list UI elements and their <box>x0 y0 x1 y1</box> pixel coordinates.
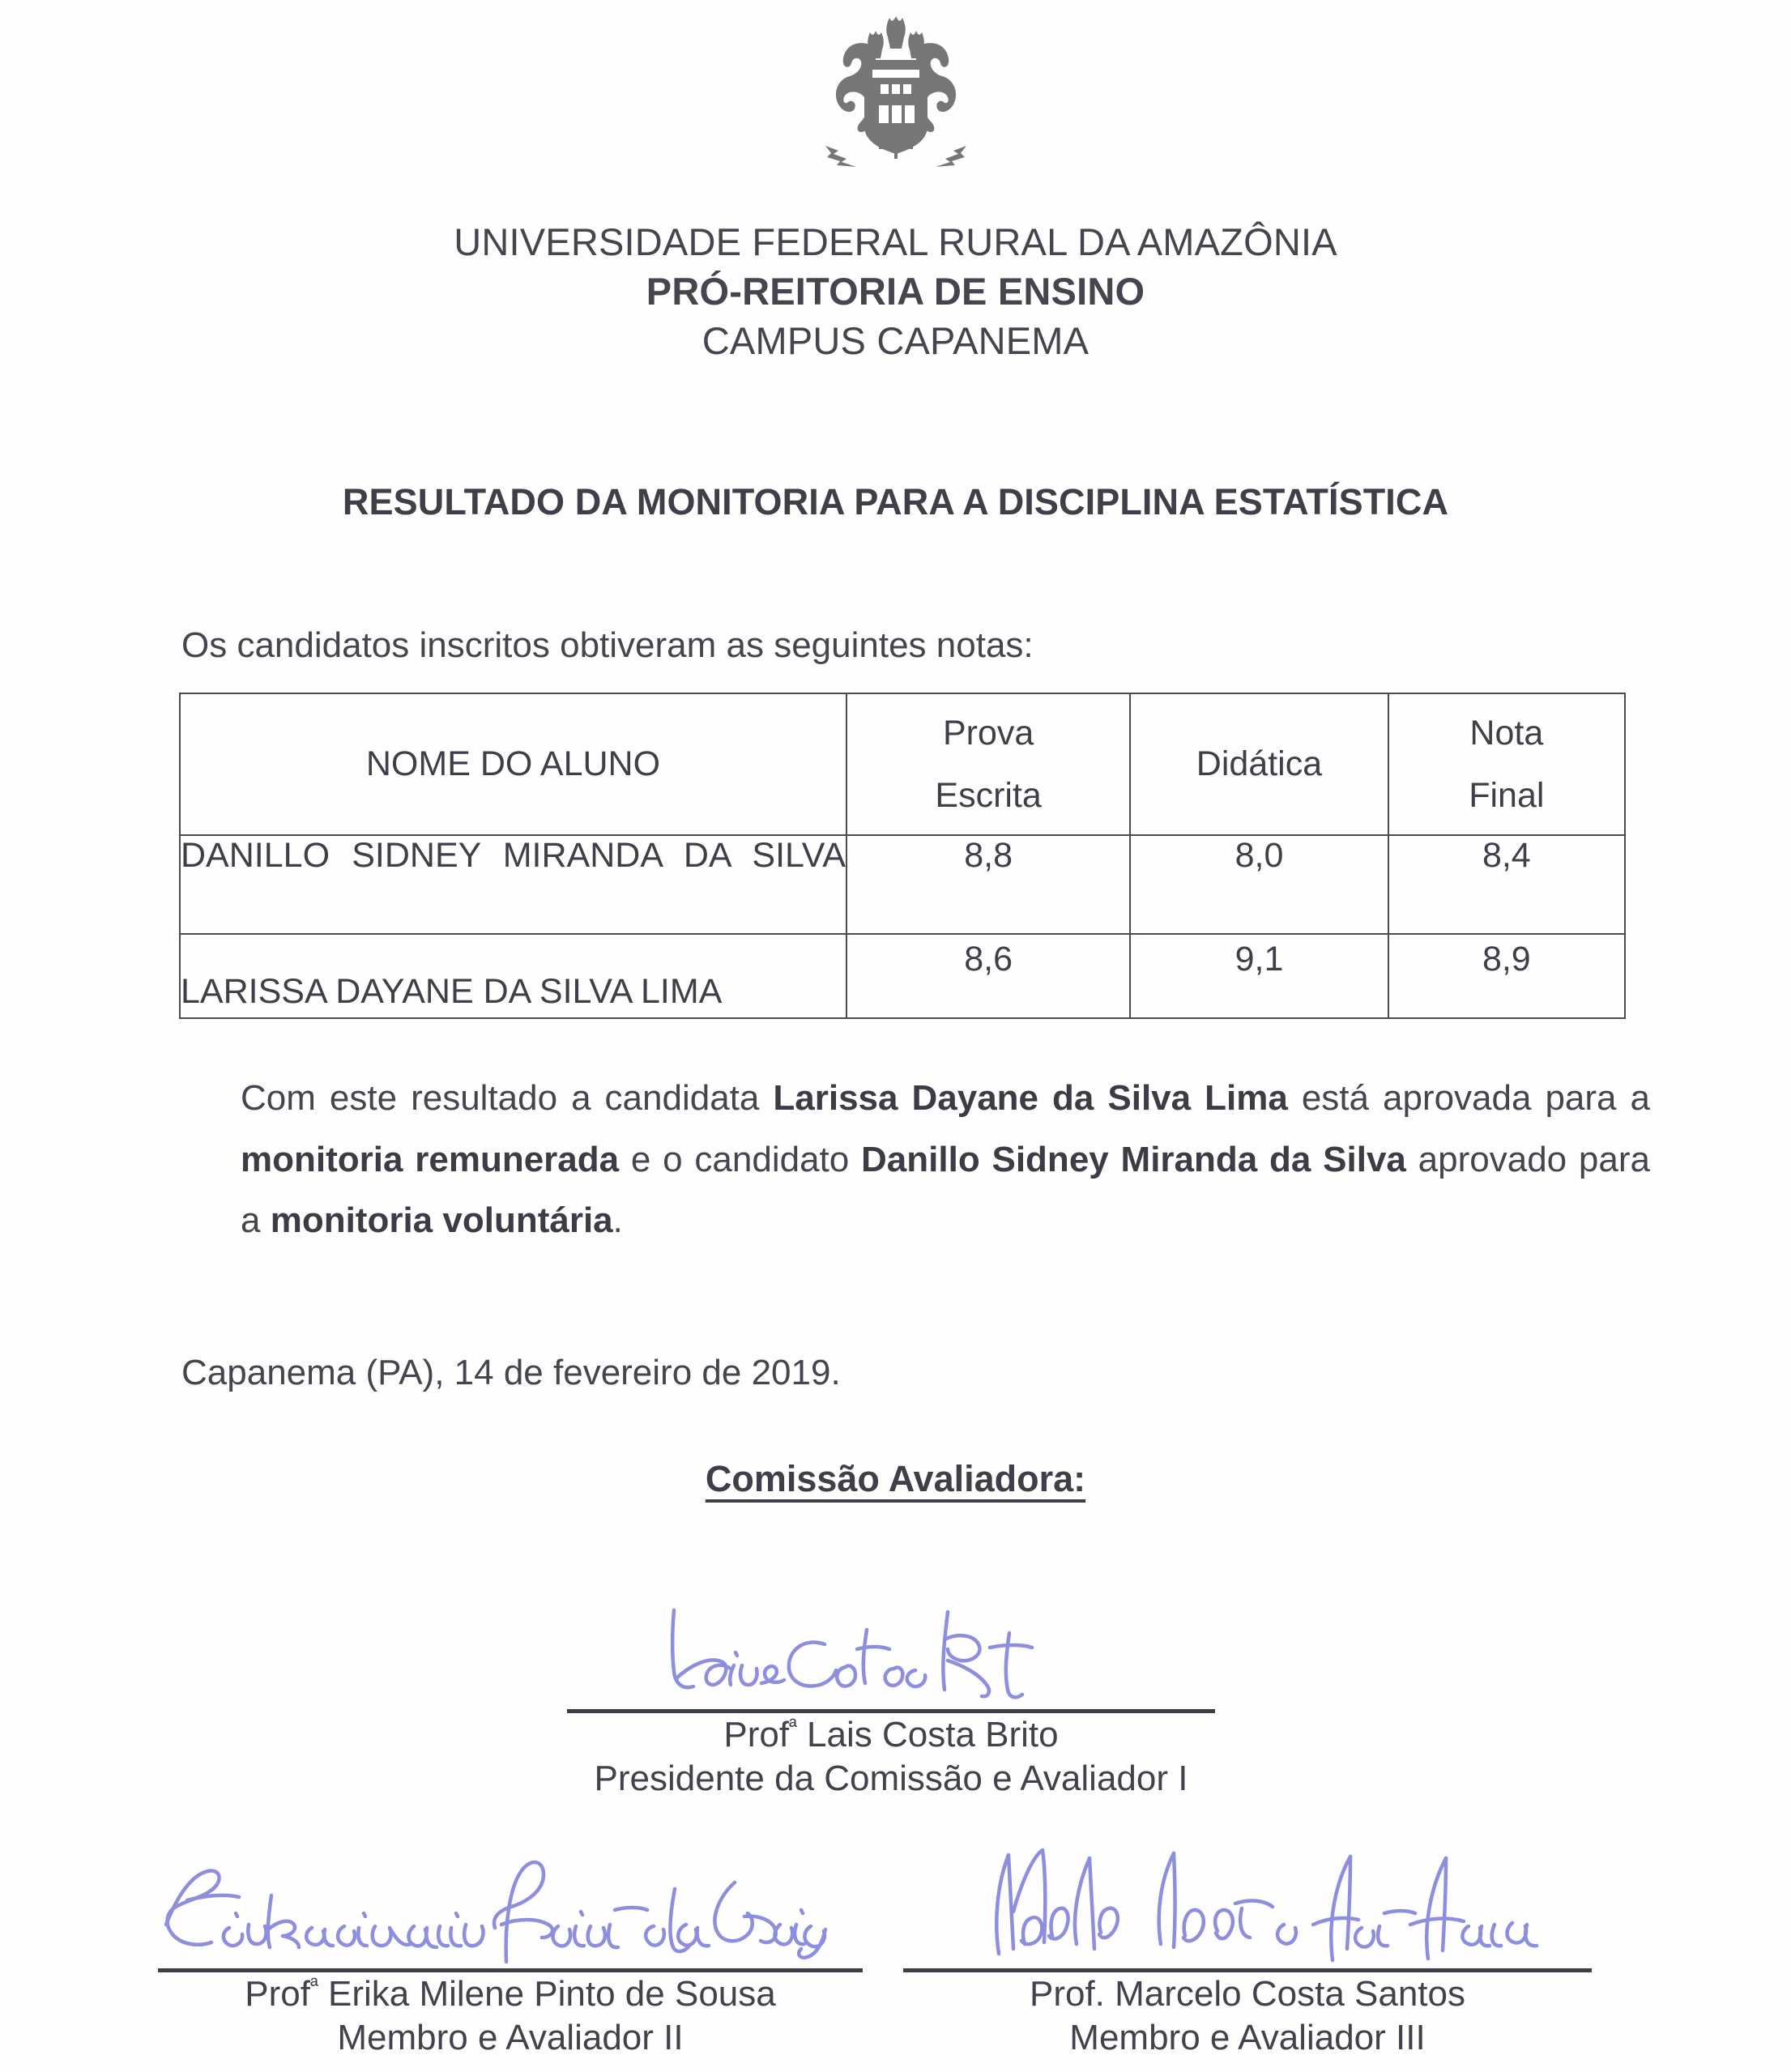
date-line: Capanema (PA), 14 de fevereiro de 2019. <box>181 1353 841 1392</box>
student-didatica: 8,0 <box>1130 835 1388 934</box>
column-header-nota-final <box>1388 693 1625 835</box>
column-header-prova-escrita <box>846 693 1130 835</box>
signatory-name <box>903 1972 1592 2016</box>
brazil-coat-of-arms-icon <box>811 11 981 177</box>
column-header-nota-line1: Nota <box>1469 713 1544 752</box>
student-nota-final: 8,4 <box>1388 835 1625 934</box>
column-header-prova-line1: Prova <box>942 713 1034 752</box>
approved-remunerated-name: Larissa Dayane da Silva Lima <box>773 1078 1288 1118</box>
student-name: DANILLO SIDNEY MIRANDA DA SILVA <box>180 835 846 934</box>
signatory-title-sup: ª <box>309 1973 318 1998</box>
paragraph-part-4: aprovado para a <box>241 1139 1650 1241</box>
student-prova-escrita: 8,8 <box>846 835 1130 934</box>
signatory-role: Membro e Avaliador III <box>1069 2017 1426 2057</box>
student-name: LARISSA DAYANE DA SILVA LIMA <box>180 934 846 1018</box>
monitoria-remunerada-label: monitoria remunerada <box>241 1139 620 1179</box>
paragraph-part-3: e o candidato <box>619 1139 862 1179</box>
signatory-fullname: Lais Costa Brito <box>796 1715 1059 1754</box>
signature-ink-area <box>158 1847 863 1968</box>
signatory-title: Prof <box>245 1974 310 2014</box>
header-line-proreitoria: PRÓ-REITORIA DE ENSINO <box>646 270 1145 313</box>
table-header-row <box>180 693 1625 835</box>
institution-header <box>0 217 1791 365</box>
signatory-name <box>567 1713 1215 1757</box>
signature-block-president <box>567 1588 1215 1800</box>
column-header-name: NOME DO ALUNO <box>180 693 846 835</box>
approved-voluntary-name: Danillo Sidney Miranda da Silva <box>861 1139 1406 1179</box>
header-line-campus: CAMPUS CAPANEMA <box>701 319 1090 363</box>
handwritten-signature-icon <box>567 1588 1215 1709</box>
intro-text: Os candidatos inscritos obtiveram as seguintes notas: <box>181 625 1034 665</box>
signature-block-member-two <box>158 1847 863 2059</box>
signature-block-member-three <box>903 1847 1592 2059</box>
header-line-university: UNIVERSIDADE FEDERAL RURAL DA AMAZÔNIA <box>454 220 1337 263</box>
paragraph-part-5: . <box>612 1200 623 1241</box>
student-didatica: 9,1 <box>1130 934 1388 1018</box>
signatory-role: Membro e Avaliador II <box>337 2017 684 2057</box>
signatory-title: Prof. <box>1029 1974 1105 2014</box>
monitoria-voluntaria-label: monitoria voluntária <box>270 1200 613 1241</box>
signatory-title: Prof <box>723 1715 790 1754</box>
column-header-prova-line2: Escrita <box>935 775 1042 815</box>
signature-ink-area <box>903 1847 1592 1968</box>
student-nota-final: 8,9 <box>1388 934 1625 1018</box>
column-header-didatica: Didática <box>1130 693 1388 835</box>
table-row <box>180 835 1625 934</box>
paragraph-part-2: está aprovada para a <box>1287 1078 1650 1118</box>
signatory-title-sup: ª <box>789 1714 797 1739</box>
signatory-role: Presidente da Comissão e Avaliador I <box>594 1758 1188 1798</box>
column-header-nota-line2: Final <box>1469 775 1545 815</box>
commission-heading-text: Comissão Avaliadora: <box>705 1458 1086 1499</box>
paragraph-part-1: Com este resultado a candidata <box>241 1078 774 1118</box>
signatory-fullname: Marcelo Costa Santos <box>1104 1974 1465 2014</box>
handwritten-signature-icon <box>903 1847 1592 1968</box>
signatory-name <box>158 1972 863 2016</box>
grades-table <box>179 693 1626 1019</box>
page-title: RESULTADO DA MONITORIA PARA A DISCIPLINA ESTATÍSTICA <box>342 481 1449 522</box>
signature-ink-area <box>567 1588 1215 1709</box>
table-row <box>180 934 1625 1018</box>
result-paragraph <box>241 1068 1650 1251</box>
student-prova-escrita: 8,6 <box>846 934 1130 1018</box>
handwritten-signature-icon <box>158 1847 863 1968</box>
emblem-container <box>0 11 1791 177</box>
signatory-fullname: Erika Milene Pinto de Sousa <box>318 1974 776 2014</box>
commission-heading <box>0 1458 1791 1500</box>
